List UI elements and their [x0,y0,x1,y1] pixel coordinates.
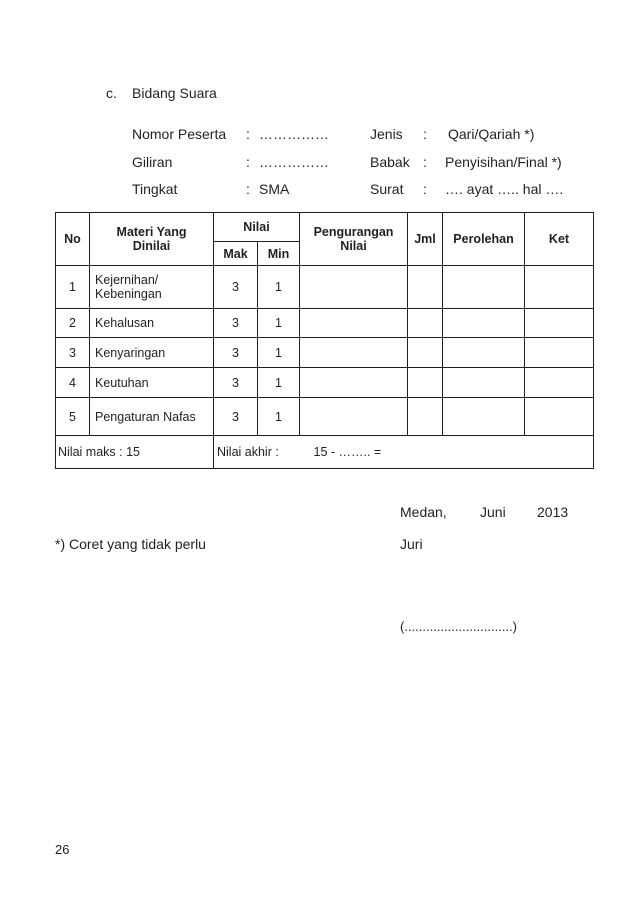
surat-colon: : [423,181,427,197]
header-jml: Jml [408,213,443,266]
table-row [56,398,594,436]
babak-label: Babak [370,154,410,170]
table-row [56,266,594,309]
header-pengurangan-text: Pengurangan Nilai [313,225,394,253]
table-row [56,338,594,368]
row-min: 1 [258,266,300,309]
surat-label: Surat [370,181,404,197]
row-pengurangan-cell[interactable] [300,309,408,338]
tingkat-value: SMA [259,181,290,197]
giliran-value: …………… [259,154,329,170]
row-jml-cell[interactable] [408,338,443,368]
babak-colon: : [423,154,427,170]
header-no: No [56,213,90,266]
jenis-value: Qari/Qariah *) [448,126,535,142]
row-ket-cell[interactable] [525,398,594,436]
header-materi [90,213,214,266]
row-mak: 3 [214,338,258,368]
section-label: c. [106,85,117,101]
nomor-peserta-label: Nomor Peserta [132,126,227,142]
row-mak: 3 [214,266,258,309]
giliran-label: Giliran [132,154,173,170]
row-no: 5 [56,398,90,436]
jenis-label: Jenis [370,126,403,142]
footer-empty [443,436,525,469]
signature-role: Juri [400,536,423,552]
row-materi: Pengaturan Nafas [90,398,214,436]
header-mak: Mak [214,242,258,266]
row-min: 1 [258,338,300,368]
row-no: 2 [56,309,90,338]
row-jml-cell[interactable] [408,309,443,338]
nomor-peserta-value: …………… [259,126,329,142]
row-perolehan-cell[interactable] [443,338,525,368]
row-ket-cell[interactable] [525,309,594,338]
row-ket-cell[interactable] [525,338,594,368]
section-title: Bidang Suara [132,85,217,101]
table-row [56,368,594,398]
row-ket-cell[interactable] [525,368,594,398]
header-pengurangan [300,213,408,266]
signature-blank: (..............................) [400,619,518,634]
row-min: 1 [258,309,300,338]
row-materi: Kehalusan [90,309,214,338]
nomor-peserta-colon: : [246,126,250,142]
row-min: 1 [258,398,300,436]
babak-value: Penyisihan/Final *) [445,154,562,170]
row-mak: 3 [214,309,258,338]
tingkat-label: Tingkat [132,181,178,197]
row-jml-cell[interactable] [408,266,443,309]
row-materi: Keutuhan [90,368,214,398]
signature-year: 2013 [537,504,569,520]
giliran-colon: : [246,154,250,170]
row-pengurangan-cell[interactable] [300,338,408,368]
row-materi-text: Kejernihan/ Kebeningan [95,273,162,301]
row-pengurangan-cell[interactable] [300,398,408,436]
header-nilai: Nilai [214,213,300,242]
row-perolehan-cell[interactable] [443,266,525,309]
footer-empty-end [525,436,594,469]
scoring-table [55,212,594,469]
jenis-colon: : [423,126,427,142]
row-no: 1 [56,266,90,309]
surat-value: …. ayat ….. hal …. [445,181,564,197]
row-pengurangan-cell[interactable] [300,266,408,309]
header-perolehan: Perolehan [443,213,525,266]
signature-month: Juni [480,504,506,520]
table-row [56,309,594,338]
row-ket-cell[interactable] [525,266,594,309]
table-footer [56,436,594,469]
row-pengurangan-cell[interactable] [300,368,408,398]
footnote: *) Coret yang tidak perlu [55,536,206,552]
header-min: Min [258,242,300,266]
row-min: 1 [258,368,300,398]
row-perolehan-cell[interactable] [443,398,525,436]
row-mak: 3 [214,368,258,398]
footer-nilai-akhir: Nilai akhir : [214,436,300,469]
footer-formula[interactable]: 15 - …….. = [300,436,443,469]
row-perolehan-cell[interactable] [443,368,525,398]
row-no: 3 [56,338,90,368]
row-materi: Kenyaringan [90,338,214,368]
page-number: 26 [55,842,70,857]
row-jml-cell[interactable] [408,398,443,436]
row-jml-cell[interactable] [408,368,443,398]
header-materi-text: Materi Yang Dinilai [116,225,187,253]
header-ket: Ket [525,213,594,266]
footer-nilai-maks: Nilai maks : 15 [56,436,214,469]
row-mak: 3 [214,398,258,436]
tingkat-colon: : [246,181,250,197]
row-no: 4 [56,368,90,398]
row-materi [90,266,214,309]
signature-city: Medan, [400,504,447,520]
row-perolehan-cell[interactable] [443,309,525,338]
